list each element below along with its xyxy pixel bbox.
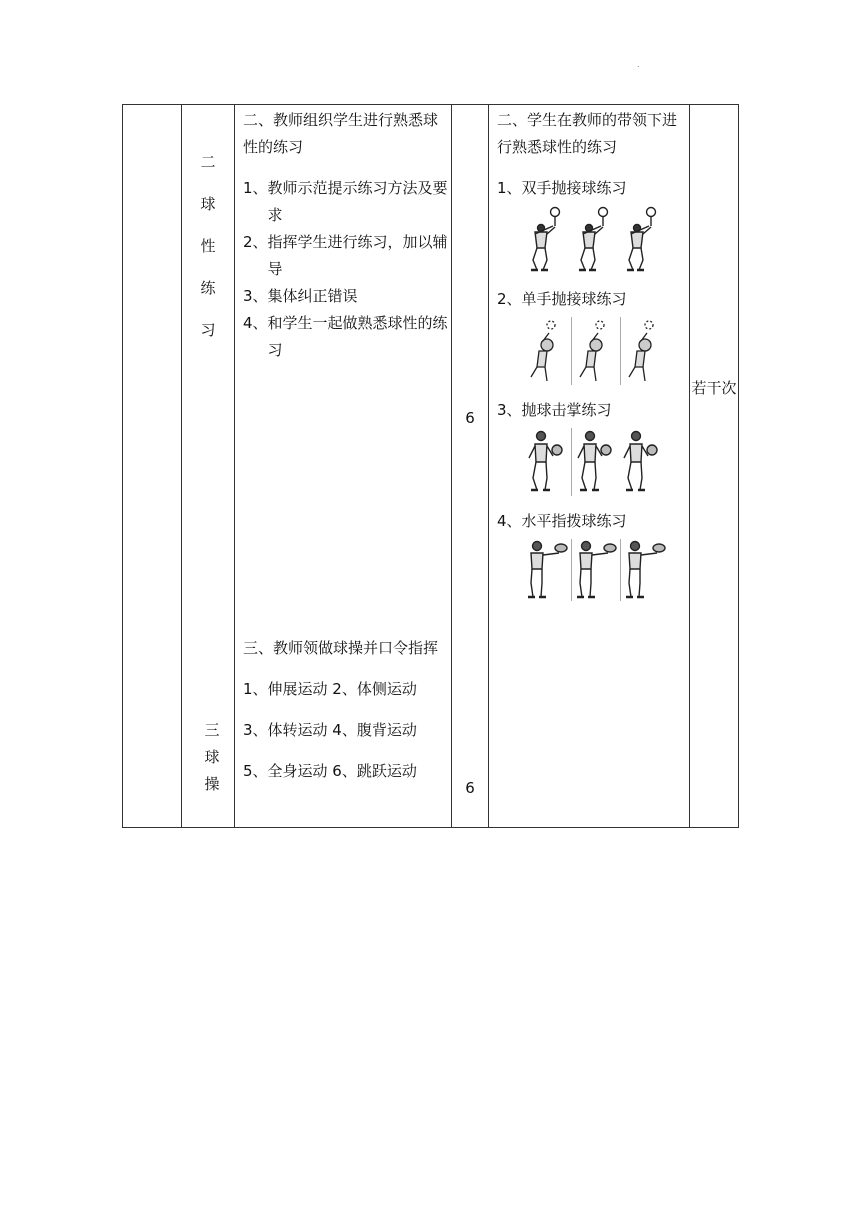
- teacher-item-text: 集体纠正错误: [267, 287, 358, 305]
- athlete-figure-icon: [621, 206, 667, 274]
- section3-title-char: 操: [204, 775, 220, 793]
- section3-time: 6: [465, 779, 475, 797]
- column-divider: [488, 105, 489, 827]
- exercise-line: 5、全身运动 6、跳跃运动: [243, 762, 417, 780]
- section2-vertical-title: [181, 141, 235, 351]
- athlete-figure-icon: [525, 428, 569, 496]
- finger-flick-figure: [525, 539, 687, 601]
- student-item-label: 3、抛球击掌练习: [497, 401, 612, 419]
- teacher-item-text: 指挥学生进行练习，加以辅导: [267, 233, 448, 278]
- column-divider: [451, 105, 452, 827]
- section2-student-content: [497, 107, 687, 601]
- teacher-item: [243, 310, 449, 364]
- athlete-figure-icon: [525, 317, 569, 385]
- athlete-figure-icon: [623, 317, 667, 385]
- section2-count: 若干次: [691, 379, 737, 397]
- teacher-item-number: 4、: [243, 314, 268, 332]
- one-hand-toss-figure: [525, 317, 687, 385]
- section2-title-char: 练: [200, 279, 216, 297]
- athlete-figure-icon: [573, 206, 619, 274]
- exercise-line: 1、伸展运动 2、体侧运动: [243, 680, 417, 698]
- athlete-figure-icon: [525, 539, 569, 601]
- section2-title-char: 二: [200, 153, 216, 171]
- teacher-item-text: 教师示范提示练习方法及要求: [267, 179, 448, 224]
- exercise-line: 3、体转运动 4、腹背运动: [243, 721, 417, 739]
- athlete-figure-icon: [574, 539, 618, 601]
- teacher-item-number: 3、: [243, 287, 268, 305]
- athlete-figure-icon: [623, 539, 667, 601]
- section3-vertical-title: [185, 717, 239, 798]
- teacher-item-number: 2、: [243, 233, 268, 251]
- section2-student-heading: 二、学生在教师的带领下进行熟悉球性的练习: [497, 111, 678, 156]
- student-item-label: 2、单手抛接球练习: [497, 290, 627, 308]
- section2-title-char: 习: [200, 321, 216, 339]
- section3-title-char: 三: [204, 721, 220, 739]
- section3-teacher-heading: 三、教师领做球操并口令指挥: [243, 639, 439, 657]
- student-item-label: 1、双手抛接球练习: [497, 179, 627, 197]
- teacher-item: [243, 175, 449, 229]
- athlete-figure-icon: [620, 428, 664, 496]
- section2-teacher-heading: 二、教师组织学生进行熟悉球性的练习: [243, 111, 439, 156]
- teacher-item: [243, 283, 449, 310]
- teacher-item: [243, 229, 449, 283]
- section3-title-char: 球: [204, 748, 220, 766]
- section2-title-char: 性: [200, 237, 216, 255]
- section3-teacher-content: [243, 635, 449, 785]
- athlete-figure-icon: [574, 317, 618, 385]
- section2-teacher-content: [243, 107, 449, 364]
- teacher-item-text: 和学生一起做熟悉球性的练习: [267, 314, 448, 359]
- teacher-item-number: 1、: [243, 179, 268, 197]
- student-item-label: 4、水平指拨球练习: [497, 512, 627, 530]
- lesson-table: [122, 104, 739, 828]
- athlete-figure-icon: [525, 206, 571, 274]
- athlete-figure-icon: [574, 428, 618, 496]
- column-divider: [689, 105, 690, 827]
- two-hand-toss-figure: [525, 206, 687, 274]
- section2-time: 6: [465, 409, 475, 427]
- toss-clap-figure: [525, 428, 687, 496]
- page-mark: .: [637, 60, 640, 69]
- section2-title-char: 球: [200, 195, 216, 213]
